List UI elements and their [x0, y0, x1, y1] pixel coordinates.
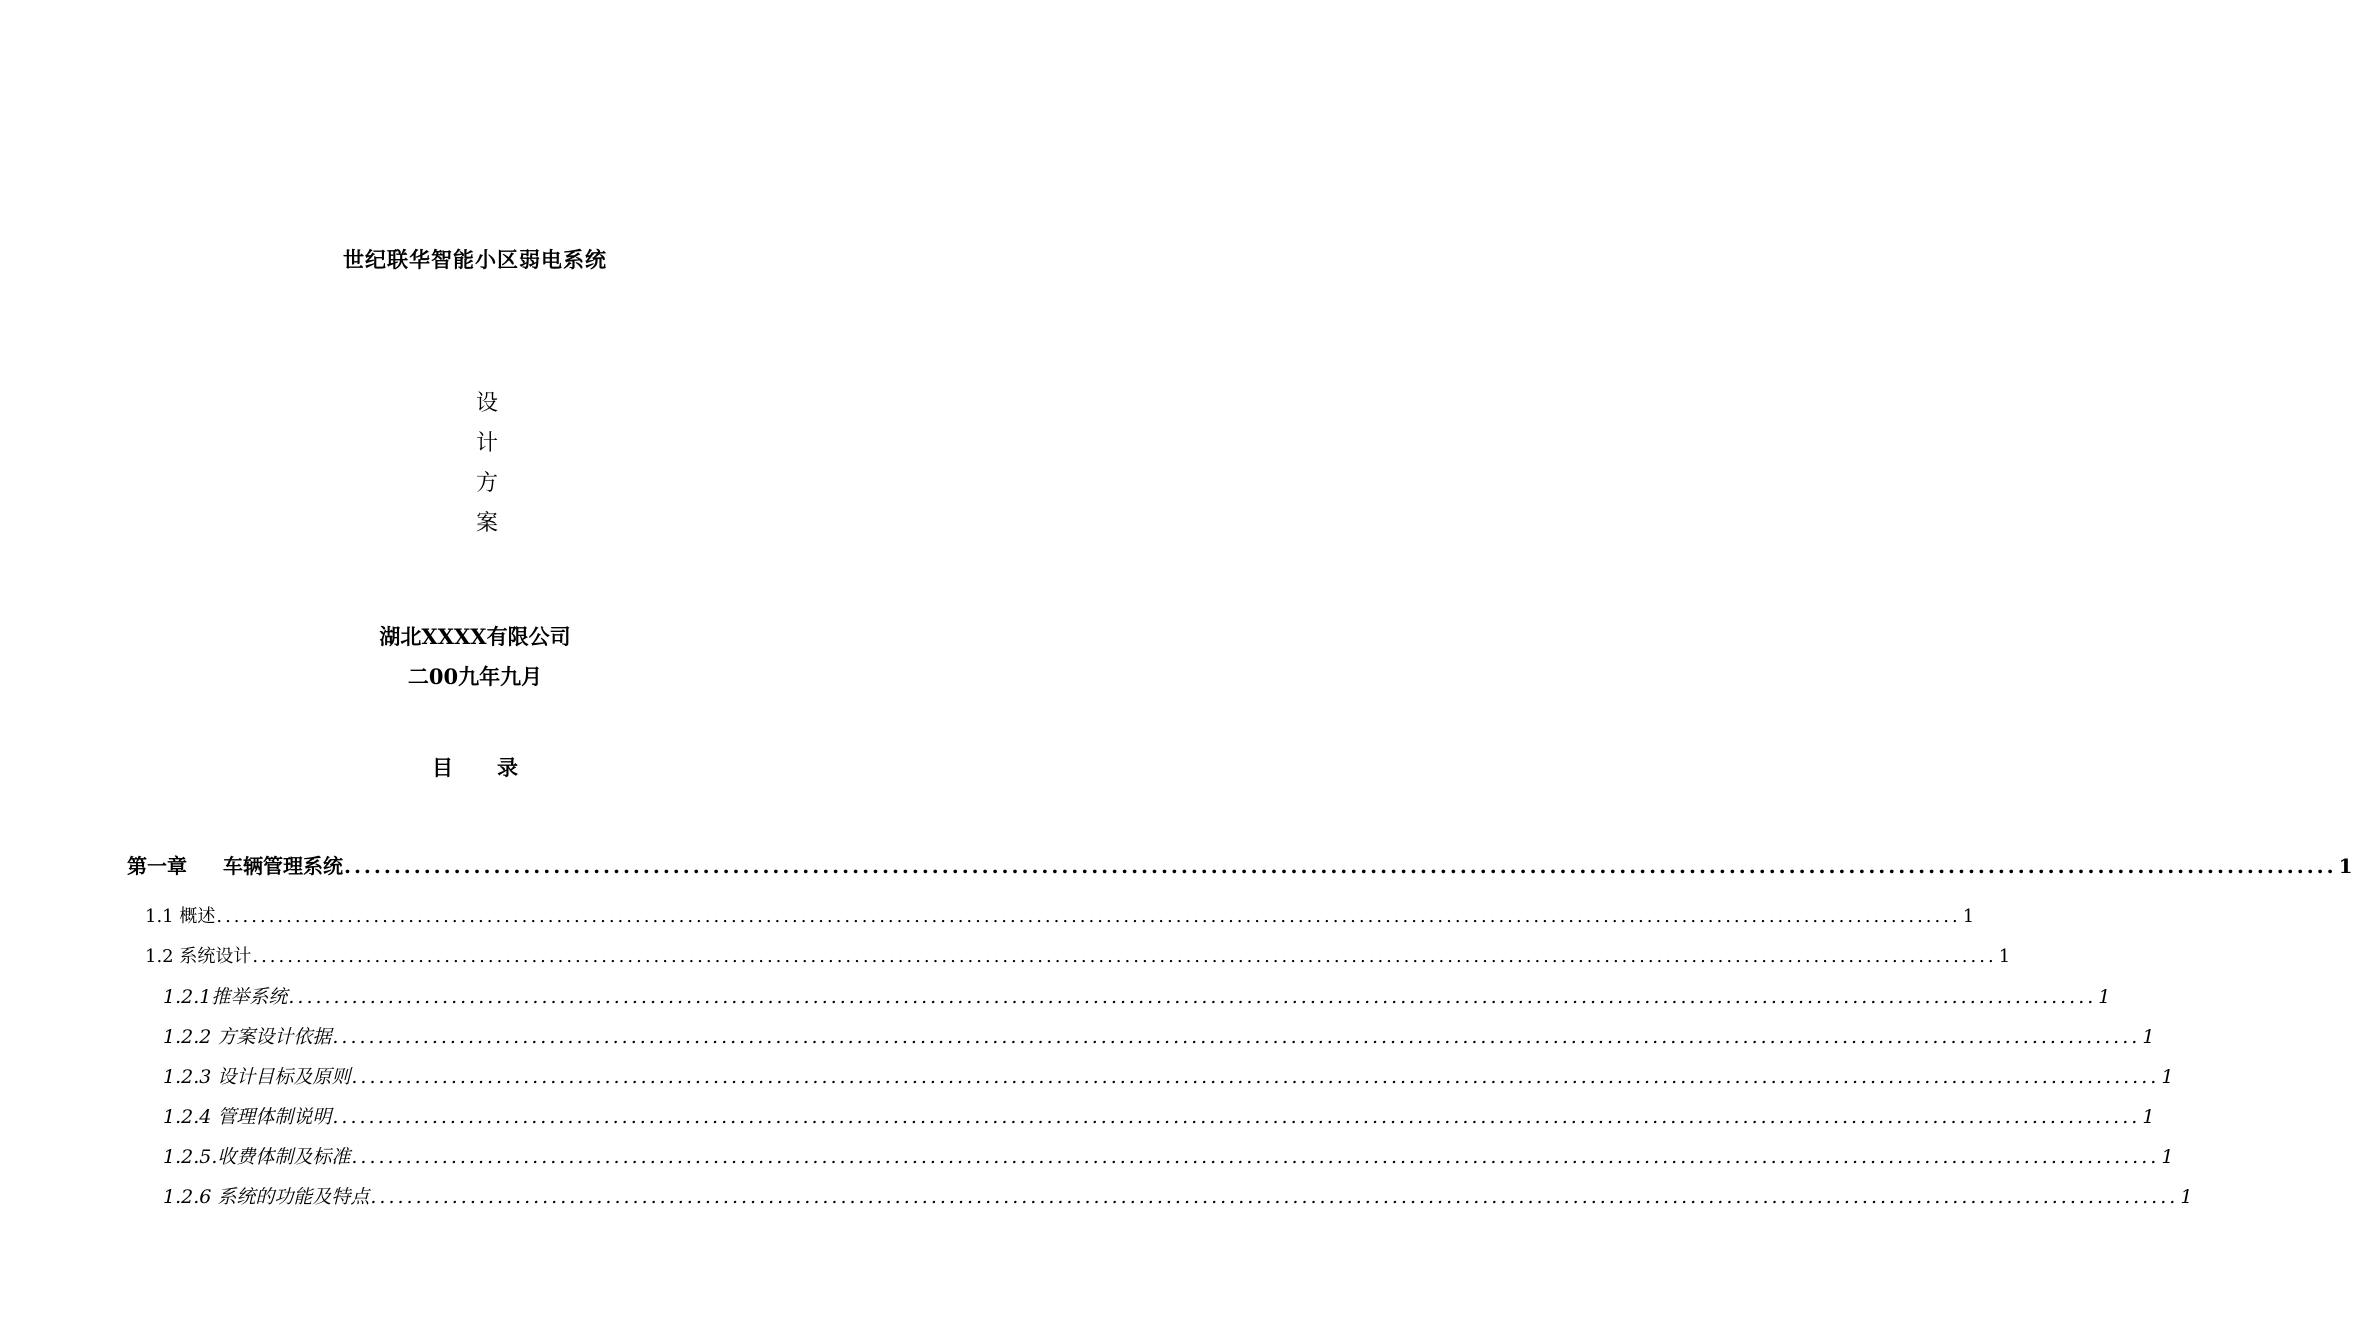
- toc-page-number: 1: [2161, 1146, 2174, 1168]
- toc-chapter-title: 车辆管理系统: [223, 854, 343, 878]
- toc-page-number: 1: [2142, 1026, 2155, 1048]
- subtitle-char: 方: [475, 471, 498, 496]
- toc-leader-dots: ........................................................................................................................................................................................................: [288, 986, 2097, 1008]
- subtitle-char: 案: [475, 511, 498, 536]
- toc-entry-label: 1.2.4 管理体制说明: [163, 1106, 332, 1128]
- document-date: 二00九年九月: [407, 664, 543, 689]
- toc-leader-dots: ........................................................................................................................................................................................................: [344, 854, 2337, 878]
- subtitle-char: 设: [475, 391, 498, 416]
- toc-leader-dots: ........................................................................................................................................................................................................: [252, 946, 1997, 967]
- company-name: 湖北XXXX有限公司: [379, 624, 571, 649]
- toc-entry-label: 1.1 概述: [145, 906, 216, 927]
- toc-chapter-label: [127, 850, 343, 879]
- toc-chapter-number: 第一章: [127, 854, 187, 878]
- toc-page-number: 1: [2180, 1186, 2193, 1208]
- toc-leader-dots: ........................................................................................................................................................................................................: [351, 1146, 2160, 1168]
- toc-page-number: 1: [2098, 986, 2111, 1008]
- toc-page-number: 1: [2142, 1106, 2155, 1128]
- toc-heading-right: 录: [497, 755, 518, 780]
- toc-entry-label: 1.2.2 方案设计依据: [163, 1026, 332, 1048]
- toc-leader-dots: ........................................................................................................................................................................................................: [332, 1026, 2141, 1048]
- toc-leader-dots: ........................................................................................................................................................................................................: [370, 1186, 2179, 1208]
- toc-entry-label: 1.2.1推举系统: [163, 986, 288, 1008]
- toc-entry-subsection[interactable]: [163, 1182, 2193, 1209]
- toc-entry-subsection[interactable]: [163, 1022, 2155, 1049]
- toc-entry-subsection[interactable]: [163, 982, 2111, 1009]
- toc-page-number: 1: [1998, 946, 2011, 967]
- toc-heading-left: 目: [432, 755, 453, 780]
- toc-leader-dots: ........................................................................................................................................................................................................: [332, 1106, 2141, 1128]
- toc-entry-subsection[interactable]: [163, 1062, 2174, 1089]
- toc-page-number: 1: [1962, 906, 1975, 927]
- toc-heading: [0, 752, 950, 782]
- toc-entry-label: 1.2.3 设计目标及原则: [163, 1066, 351, 1088]
- toc-entry-label: 1.2.6 系统的功能及特点: [163, 1186, 370, 1208]
- toc-entry-section[interactable]: [145, 942, 2011, 968]
- toc-entry-label: 1.2.5.收费体制及标准: [163, 1146, 351, 1168]
- toc-leader-dots: ........................................................................................................................................................................................................: [216, 906, 1961, 927]
- toc-entry-subsection[interactable]: [163, 1102, 2155, 1129]
- toc-entry-chapter[interactable]: [127, 850, 2353, 879]
- toc-page-number: 1: [2338, 854, 2353, 878]
- toc-entry-section[interactable]: [145, 902, 1975, 928]
- subtitle-char: 计: [475, 431, 498, 456]
- toc-page-number: 1: [2161, 1066, 2174, 1088]
- document-title: 世纪联华智能小区弱电系统: [343, 247, 607, 272]
- toc-leader-dots: ........................................................................................................................................................................................................: [351, 1066, 2160, 1088]
- toc-entry-subsection[interactable]: [163, 1142, 2174, 1169]
- toc-entry-label: 1.2 系统设计: [145, 946, 252, 967]
